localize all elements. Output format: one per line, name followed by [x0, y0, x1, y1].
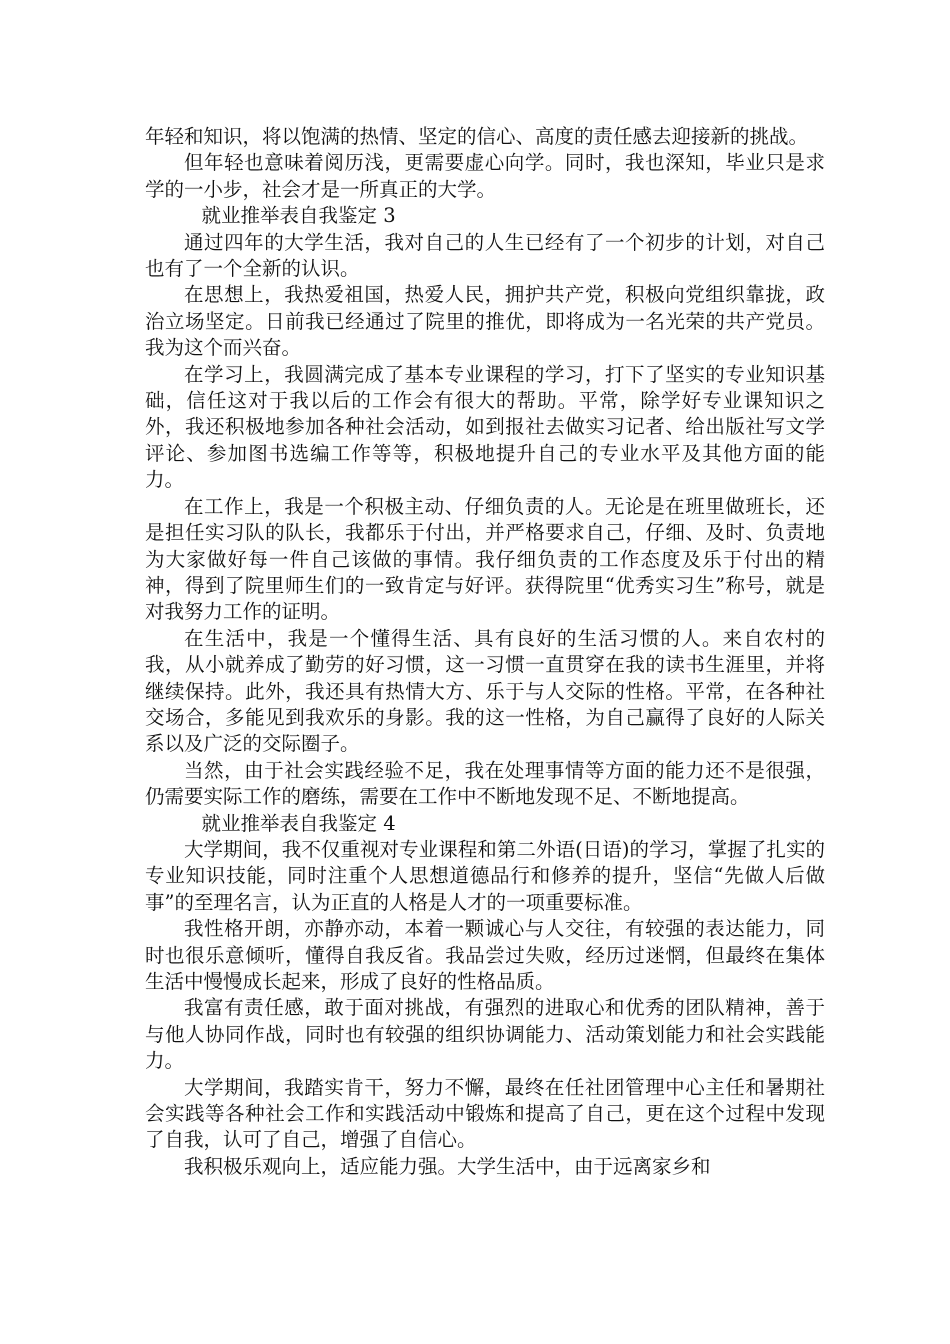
paragraph-university-study: 大学期间，我不仅重视对专业课程和第二外语(日语)的学习，掌握了扎实的专业知识技能，同时注重个人思想道德品行和修养的提升，坚信“先做人后做事”的至理名言，认为正直的人格是人才的一项重要标准。 — [145, 837, 825, 914]
paragraph-study: 在学习上，我圆满完成了基本专业课程的学习，打下了坚实的专业知识基础，信任这对于我以后的工作会有很大的帮助。平常，除学好专业课知识之外，我还积极地参加各种社会活动，如到报社去做实习记者、给出版社写文学评论、参加图书选编工作等等，积极地提升自己的专业水平及其他方面的能力。 — [145, 362, 825, 492]
section-heading-3: 就业推举表自我鉴定 3 — [201, 204, 396, 228]
paragraph-optimism: 我积极乐观向上，适应能力强。大学生活中，由于远离家乡和 — [184, 1154, 711, 1178]
paragraph-responsibility: 我富有责任感，敢于面对挑战，有强烈的进取心和优秀的团队精神，善于与他人协同作战，同时也有较强的组织协调能力、活动策划能力和社会实践能力。 — [145, 996, 825, 1073]
document-page — [145, 124, 825, 1180]
paragraph-ideology: 在思想上，我热爱祖国，热爱人民，拥护共产党，积极向党组织靠拢，政治立场坚定。日前我已经通过了院里的推优，即将成为一名光荣的共产党员。我为这个而兴奋。 — [145, 283, 825, 360]
paragraph-youth-humility: 但年轻也意味着阅历浅，更需要虚心向学。同时，我也深知，毕业只是求学的一小步，社会才是一所真正的大学。 — [145, 151, 825, 201]
paragraph-personality: 我性格开朗，亦静亦动，本着一颗诚心与人交往，有较强的表达能力，同时也很乐意倾听，懂得自我反省。我品尝过失败，经历过迷惘，但最终在集体生活中慢慢成长起来，形成了良好的性格品质。 — [145, 917, 825, 993]
paragraph-life: 在生活中，我是一个懂得生活、具有良好的生活习惯的人。来自农村的我，从小就养成了勤劳的好习惯，这一习惯一直贯穿在我的读书生涯里，并将继续保持。此外，我还具有热情大方、乐于与人交际的性格。平常，在各种社交场合，多能见到我欢乐的身影。我的这一性格，为自己赢得了良好的人际关系以及广泛的交际圈子。 — [145, 626, 825, 756]
section-heading-4: 就业推举表自我鉴定 4 — [201, 811, 396, 835]
paragraph-practice: 大学期间，我踏实肯干，努力不懈，最终在任社团管理中心主任和暑期社会实践等各种社会工作和实践活动中锻炼和提高了自己，更在这个过程中发现了自我，认可了自己，增强了自信心。 — [145, 1075, 825, 1152]
paragraph-work: 在工作上，我是一个积极主动、仔细负责的人。无论是在班里做班长，还是担任实习队的队长，我都乐于付出，并严格要求自己，仔细、及时、负责地为大家做好每一件自己该做的事情。我仔细负责的工作态度及乐于付出的精神，得到了院里师生们的一致肯定与好评。获得院里“优秀实习生”称号，就是对我努力工作的证明。 — [145, 494, 825, 624]
paragraph-shortcomings: 当然，由于社会实践经验不足，我在处理事情等方面的能力还不是很强，仍需要实际工作的磨练，需要在工作中不断地发现不足、不断地提高。 — [145, 758, 825, 809]
paragraph-four-years: 通过四年的大学生活，我对自己的人生已经有了一个初步的计划，对自己也有了一个全新的认识。 — [145, 230, 825, 281]
paragraph-continuation: 年轻和知识，将以饱满的热情、坚定的信心、高度的责任感去迎接新的挑战。 — [145, 125, 809, 148]
